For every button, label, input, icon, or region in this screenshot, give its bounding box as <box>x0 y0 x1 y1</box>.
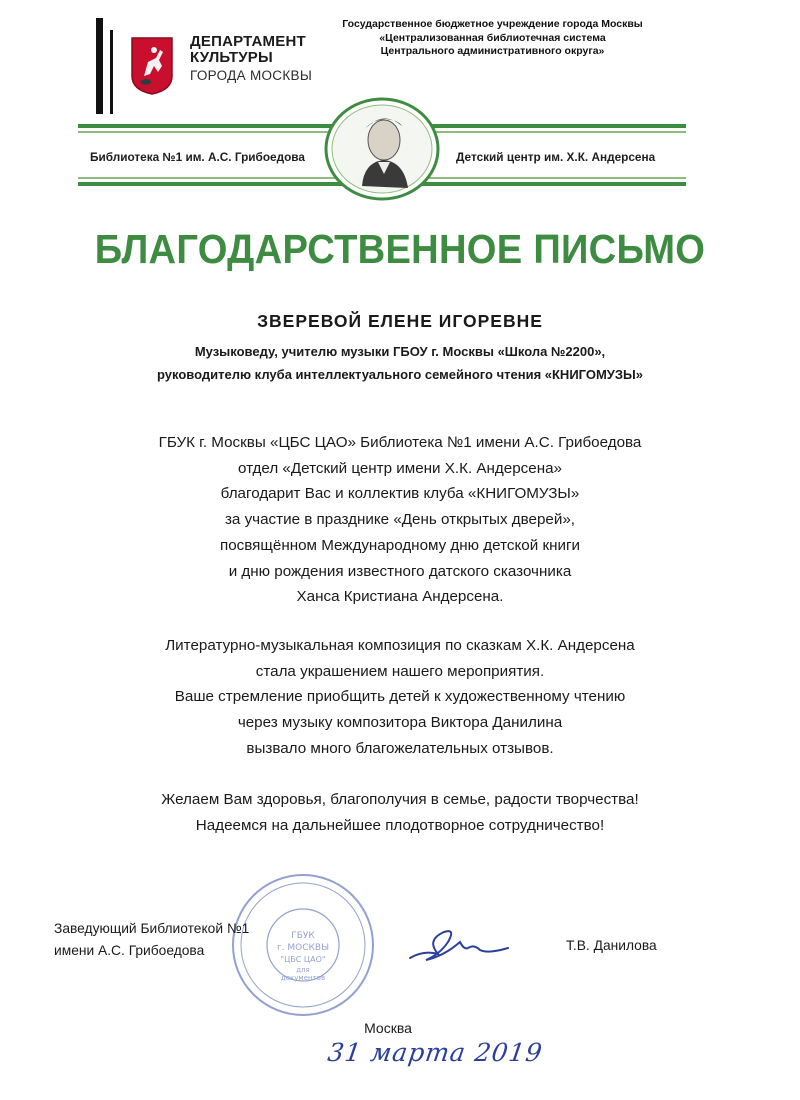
moscow-coat-of-arms-icon <box>130 36 174 96</box>
body-line: Литературно-музыкальная композиция по сказкам Х.К. Андерсена <box>165 637 635 654</box>
recipient-role <box>0 340 800 386</box>
body-paragraph-2 <box>0 633 800 762</box>
body-line: через музыку композитора Виктора Данилина <box>237 714 563 732</box>
department-line-2: КУЛЬТУРЫ <box>190 49 273 66</box>
body-line: стала украшением нашего мероприятия. <box>255 662 545 680</box>
body-line: и дню рождения известного датского сказочника <box>228 562 572 580</box>
body-paragraph-1 <box>0 430 800 610</box>
handwritten-date: 31 марта 2019 <box>325 1038 545 1067</box>
department-city: ГОРОДА МОСКВЫ <box>190 68 313 83</box>
organization-header <box>320 18 665 59</box>
svg-text:ГБУК: ГБУК <box>291 931 315 941</box>
svg-text:документов: документов <box>280 974 326 982</box>
letter-title: БЛАГОДАРСТВЕННОЕ ПИСЬМО <box>94 226 706 272</box>
signatory-title <box>54 918 249 962</box>
band-left-label: Библиотека №1 им. А.С. Грибоедова <box>90 150 305 164</box>
body-paragraph-3 <box>0 787 800 838</box>
svg-text:"ЦБС ЦАО": "ЦБС ЦАО" <box>280 955 326 964</box>
body-line: Ваше стремление приобщить детей к художественному чтению <box>174 688 626 706</box>
signature-icon <box>404 920 514 970</box>
place-of-issue: Москва <box>364 1020 412 1036</box>
department-name <box>190 34 306 66</box>
body-line: благодарит Вас и коллектив клуба «КНИГОМУЗЫ» <box>220 485 580 503</box>
role-line: руководителю клуба интеллектуального семейного чтения «КНИГОМУЗЫ» <box>157 367 643 382</box>
band-right-label: Детский центр им. Х.К. Андерсена <box>456 150 656 164</box>
logo-stripe-thin <box>110 30 113 114</box>
logo-stripe <box>96 18 103 114</box>
org-line: Государственное бюджетное учреждение города Москвы <box>342 18 643 30</box>
signatory-name: Т.В. Данилова <box>566 938 657 953</box>
svg-text:для: для <box>296 966 310 974</box>
body-line: ГБУК г. Москвы «ЦБС ЦАО» Библиотека №1 имени А.С. Грибоедова <box>158 434 642 451</box>
role-line: Музыковеду, учителю музыки ГБОУ г. Москвы «Школа №2200», <box>194 344 606 359</box>
org-line: Центрального административного округа» <box>380 45 605 57</box>
body-line: отдел «Детский центр имени Х.К. Андерсена» <box>237 459 562 477</box>
svg-text:г. МОСКВЫ: г. МОСКВЫ <box>276 943 330 953</box>
body-line: Ханса Кристиана Андерсена. <box>296 588 504 606</box>
department-line-1: ДЕПАРТАМЕНТ <box>190 33 306 50</box>
signatory-title-line: имени А.С. Грибоедова <box>54 943 205 958</box>
org-line: «Централизованная библиотечная система <box>379 31 606 44</box>
andersen-portrait-icon <box>324 96 440 202</box>
body-line: Надеемся на дальнейшее плодотворное сотрудничество! <box>195 816 605 834</box>
body-line: Желаем Вам здоровья, благополучия в семье, радости творчества! <box>161 791 639 808</box>
official-stamp-icon <box>228 870 378 1020</box>
body-line: вызвало много благожелательных отзывов. <box>246 739 554 757</box>
recipient-name: ЗВЕРЕВОЙ ЕЛЕНЕ ИГОРЕВНЕ <box>257 311 543 331</box>
body-line: посвящённом Международному дню детской книги <box>220 536 580 554</box>
signatory-title-line: Заведующий Библиотекой №1 <box>54 921 250 936</box>
body-line: за участие в празднике «День открытых дверей», <box>224 511 576 529</box>
